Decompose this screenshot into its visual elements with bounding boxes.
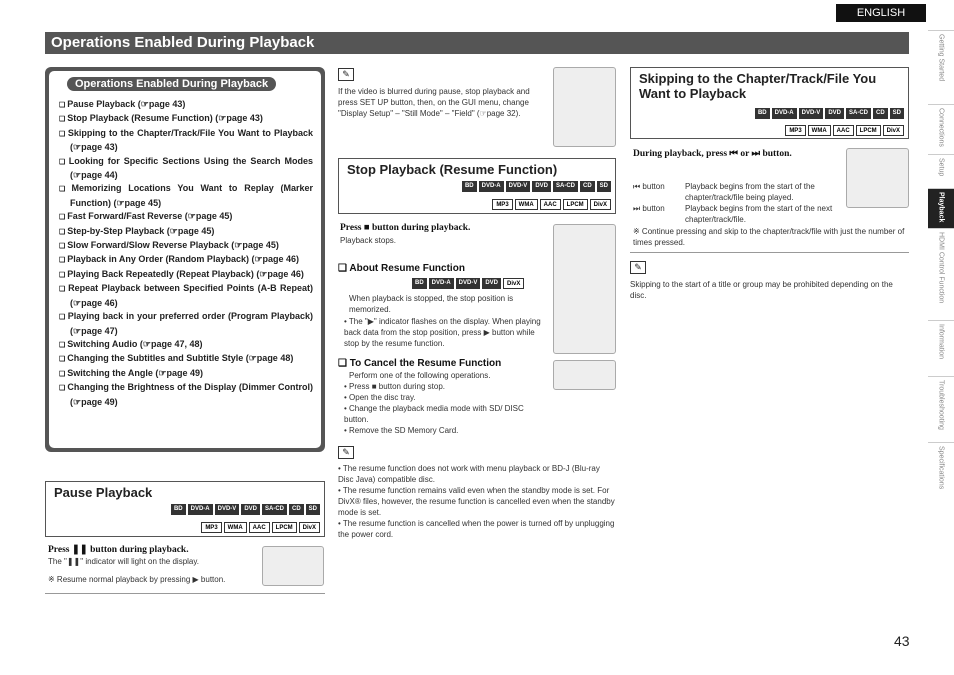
media-tag: MP3 (201, 522, 221, 533)
media-tag: AAC (249, 522, 270, 533)
about-resume-bullet: • The "▶" indicator flashes on the display. When playing back data from the stop position, press ▶ button while stop by the resume function. (344, 317, 541, 348)
remote-skip-illustration (846, 148, 909, 208)
media-tag: DVD-A (772, 108, 797, 119)
operations-box (45, 67, 325, 452)
media-tag: SD (597, 181, 611, 192)
stop-instruction: Press ■ button during playback. (340, 223, 471, 233)
cancel-intro: Perform one of the following operations. (349, 371, 491, 380)
page-number: 43 (894, 633, 910, 649)
operations-box-title: Operations Enabled During Playback (67, 77, 276, 91)
operations-list (59, 98, 313, 409)
skip-next-text: Playback begins from the start of the next chapter/track/file. (685, 204, 833, 224)
media-tag: LPCM (563, 199, 588, 210)
media-tag: DivX (503, 278, 524, 289)
side-nav (928, 30, 954, 500)
media-tag: DVD-A (429, 278, 454, 289)
media-tags-row2 (201, 522, 320, 533)
skip-prev-text: Playback begins from the start of the chapter/track/file being played. (685, 182, 815, 202)
media-tag: DVD (241, 504, 260, 515)
remote-stop-illustration (553, 224, 616, 354)
media-tag: DVD (482, 278, 501, 289)
media-tags-row2 (785, 125, 904, 136)
media-tag: WMA (224, 522, 247, 533)
pause-section (45, 481, 325, 537)
nav-playback[interactable]: Playback (928, 188, 954, 228)
note-top-text: If the video is blurred during pause, stop playback and press SET UP button, then, on the GUI menu, change "Display Setup" – "Still Mode" – "Field" (☞page 32). (338, 87, 530, 118)
stop-note-item: • The resume function remains valid even when the standby mode is set. For DivX® files, however, the resume function is cancelled even when the standby mode is set. (338, 486, 615, 517)
media-tags-row2 (492, 199, 611, 210)
media-tag: DivX (590, 199, 611, 210)
stop-notes (338, 463, 616, 540)
remote-pause-illustration (262, 546, 324, 586)
nav-getting-started[interactable]: Getting Started (928, 30, 954, 104)
cancel-resume-title: ❏ To Cancel the Resume Function (338, 358, 502, 369)
page-title: Operations Enabled During Playback (45, 32, 909, 54)
skip-instruction: During playback, press ⏮ or ⏭ button. (633, 149, 792, 159)
about-resume-title: ❏ About Resume Function (338, 263, 465, 274)
operations-list-item[interactable]: ❏ Switching Audio (☞page 47, 48) (59, 338, 313, 352)
operations-list-item[interactable]: ❏ Changing the Brightness of the Display (Dimmer Control) (☞page 49) (59, 381, 313, 409)
cancel-list-item: • Press ■ button during stop. (344, 382, 446, 391)
divider (630, 252, 909, 253)
divider (45, 593, 325, 594)
media-tag: DVD (825, 108, 844, 119)
media-tag: BD (171, 504, 186, 515)
operations-list-item[interactable]: ❏ Stop Playback (Resume Function) (☞page 43) (59, 112, 313, 126)
operations-list-item[interactable]: ❏ Playing back in your preferred order (Program Playback) (☞page 47) (59, 310, 313, 338)
cancel-list (344, 381, 546, 436)
media-tag: DVD-V (215, 504, 240, 515)
media-tag: BD (755, 108, 770, 119)
cancel-list-item: • Open the disc tray. (344, 393, 416, 402)
operations-list-item[interactable]: ❏ Fast Forward/Fast Reverse (☞page 45) (59, 210, 313, 224)
media-tags-row1 (462, 181, 611, 192)
operations-list-item[interactable]: ❏ Changing the Subtitles and Subtitle Style (☞page 48) (59, 352, 313, 366)
pause-desc: The "❚❚" indicator will light on the display. (48, 557, 200, 566)
nav-troubleshooting[interactable]: Troubleshooting (928, 376, 954, 442)
language-label: ENGLISH (836, 4, 926, 22)
stop-title: Stop Playback (Resume Function) (347, 162, 558, 177)
nav-information[interactable]: Information (928, 320, 954, 376)
media-tag: DVD-A (188, 504, 213, 515)
media-tag: AAC (540, 199, 561, 210)
stop-desc: Playback stops. (340, 236, 397, 245)
nav-hdmi[interactable]: HDMI Control Function (928, 228, 954, 320)
media-tag: MP3 (492, 199, 512, 210)
media-tag: DVD-V (799, 108, 824, 119)
media-tag: SD (306, 504, 320, 515)
media-tag: WMA (808, 125, 831, 136)
media-tag: MP3 (785, 125, 805, 136)
stop-note-item: • The resume function does not work with menu playback or BD-J (Blu-ray Disc Java) compatible disc. (338, 464, 600, 484)
skip-section (630, 67, 909, 139)
cancel-list-item: • Change the playback media mode with SD/ DISC button. (344, 404, 524, 424)
skip-next-label: ⏭ button (633, 204, 665, 213)
media-tag: DVD-V (506, 181, 531, 192)
media-tag: BD (412, 278, 427, 289)
about-tags (412, 278, 524, 289)
operations-list-item[interactable]: ❏ Repeat Playback between Specified Points (A-B Repeat) (☞page 46) (59, 282, 313, 310)
nav-specifications[interactable]: Specifications (928, 442, 954, 500)
media-tag: AAC (833, 125, 854, 136)
nav-connections[interactable]: Connections (928, 104, 954, 154)
media-tag: CD (580, 181, 595, 192)
media-tags-row1 (755, 108, 904, 119)
media-tag: LPCM (272, 522, 297, 533)
skip-continue-note: ※ Continue pressing and skip to the chapter/track/file with just the number of times pressed. (633, 227, 905, 247)
skip-title: Skipping to the Chapter/Track/File You Want to Playback (639, 71, 877, 101)
operations-list-item[interactable]: ❏ Memorizing Locations You Want to Replay (Marker Function) (☞page 45) (59, 182, 313, 210)
media-tag: BD (462, 181, 477, 192)
cancel-list-item: • Remove the SD Memory Card. (344, 426, 459, 435)
note-icon: ✎ (338, 446, 354, 459)
media-tag: SA-CD (262, 504, 287, 515)
remote-device-illustration (553, 360, 616, 390)
media-tag: CD (289, 504, 304, 515)
nav-setup[interactable]: Setup (928, 154, 954, 188)
media-tags-row1 (171, 504, 320, 515)
media-tag: SA-CD (846, 108, 871, 119)
media-tag: SA-CD (553, 181, 578, 192)
about-resume-text: When playback is stopped, the stop position is memorized. (349, 294, 514, 314)
note-icon: ✎ (630, 261, 646, 274)
pause-title: Pause Playback (54, 485, 153, 500)
media-tag: DivX (299, 522, 320, 533)
stop-note-item: • The resume function is cancelled when the power is turned off by unplugging the power cord. (338, 519, 615, 539)
media-tag: LPCM (856, 125, 881, 136)
pause-instruction: Press ❚❚ button during playback. (48, 545, 189, 555)
operations-list-item[interactable]: ❏ Skipping to the Chapter/Track/File You Want to Playback (☞page 43) (59, 127, 313, 155)
pause-note: ※ Resume normal playback by pressing ▶ button. (48, 575, 226, 584)
media-tag: CD (873, 108, 888, 119)
stop-section (338, 158, 616, 214)
media-tag: DVD-V (456, 278, 481, 289)
skip-prev-label: ⏮ button (633, 182, 665, 191)
operations-list-item[interactable]: ❏ Playback in Any Order (Random Playback) (☞page 46) (59, 253, 313, 267)
media-tag: WMA (515, 199, 538, 210)
operations-list-item[interactable]: ❏ Step-by-Step Playback (☞page 45) (59, 225, 313, 239)
operations-list-item[interactable]: ❏ Slow Forward/Slow Reverse Playback (☞page 45) (59, 239, 313, 253)
skip-note: Skipping to the start of a title or group may be prohibited depending on the disc. (630, 280, 893, 300)
operations-list-item[interactable]: ❏ Playing Back Repeatedly (Repeat Playback) (☞page 46) (59, 268, 313, 282)
operations-list-item[interactable]: ❏ Switching the Angle (☞page 49) (59, 367, 313, 381)
operations-list-item[interactable]: ❏ Looking for Specific Sections Using the Search Modes (☞page 44) (59, 155, 313, 183)
media-tag: DVD-A (479, 181, 504, 192)
note-icon: ✎ (338, 68, 354, 81)
media-tag: DivX (883, 125, 904, 136)
remote-setup-illustration (553, 67, 616, 147)
operations-list-item[interactable]: ❏ Pause Playback (☞page 43) (59, 98, 313, 112)
media-tag: SD (890, 108, 904, 119)
media-tag: DVD (532, 181, 551, 192)
